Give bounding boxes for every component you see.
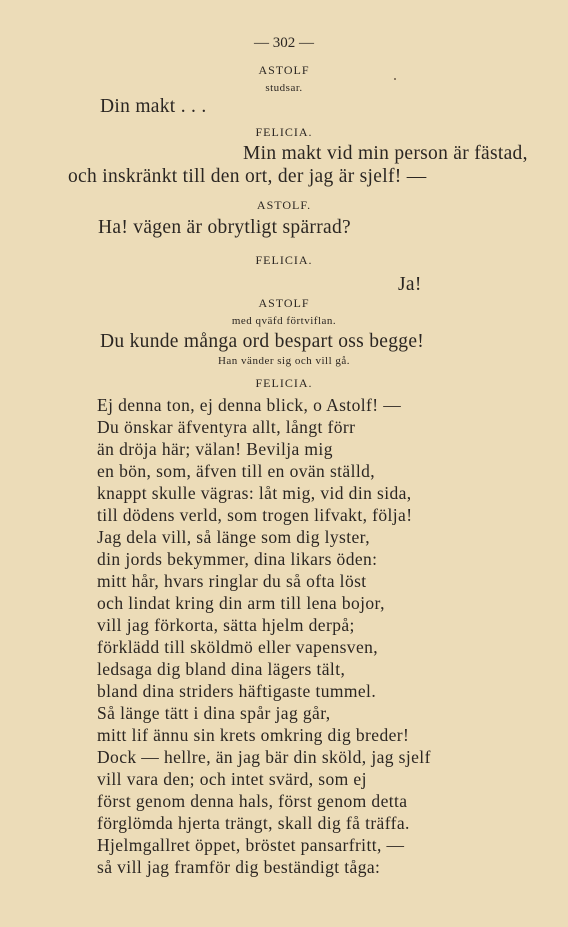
- verse-line: förklädd till sköldmö eller vapensven,: [97, 637, 379, 657]
- stage-direction: med qväfd förtviflan.: [231, 315, 337, 327]
- verse-line: Hjelmgallret öppet, bröstet pansarfritt, —: [97, 835, 405, 855]
- verse-line: först genom denna hals, först genom detta: [97, 791, 408, 811]
- speaker-felicia: FELICIA.: [255, 376, 313, 390]
- verse-line: till dödens verld, som trogen lifvakt, följa!: [97, 505, 413, 525]
- verse-line: Du önskar äfventyra allt, långt förr: [97, 417, 356, 437]
- dialogue-line: Din makt . . .: [100, 96, 207, 117]
- verse-line: än dröja här; välan! Bevilja mig: [97, 439, 333, 459]
- dialogue-line: Du kunde många ord bespart oss begge!: [100, 331, 425, 352]
- verse-line: och lindat kring din arm till lena bojor,: [97, 593, 385, 613]
- stage-direction: studsar.: [265, 82, 303, 94]
- verse-line: ledsaga dig bland dina lägers tält,: [97, 659, 346, 679]
- verse-line: så vill jag framför dig beständigt tåga:: [97, 857, 381, 877]
- verse-line: Dock — hellre, än jag bär din sköld, jag sjelf: [97, 747, 431, 767]
- verse-line: Så länge tätt i dina spår jag går,: [97, 703, 331, 723]
- speaker-felicia: FELICIA.: [255, 125, 313, 139]
- dialogue-line: Min makt vid min person är fästad,: [243, 143, 528, 164]
- verse-line: Jag dela vill, så länge som dig lyster,: [97, 527, 370, 547]
- verse-line: knappt skulle vägras: låt mig, vid din sida,: [97, 483, 412, 503]
- speaker-felicia: FELICIA.: [255, 253, 313, 267]
- verse-line: förglömda hjerta trängt, skall dig få träffa.: [97, 813, 410, 833]
- dialogue-line: Ha! vägen är obrytligt spärrad?: [98, 217, 351, 238]
- verse-line: vill vara den; och intet svärd, som ej: [97, 769, 367, 789]
- page-number: — 302 —: [254, 35, 314, 51]
- speaker-astolf: ASTOLF.: [256, 198, 312, 212]
- speaker-astolf: ASTOLF: [258, 63, 310, 77]
- ink-speck: [394, 78, 396, 80]
- verse-line: din jords bekymmer, dina likars öden:: [97, 549, 378, 569]
- speaker-astolf: ASTOLF: [258, 296, 310, 310]
- verse-line: vill jag förkorta, sätta hjelm derpå;: [97, 615, 355, 635]
- stage-direction: Han vänder sig och vill gå.: [217, 355, 351, 367]
- verse-line: bland dina striders häftigaste tummel.: [97, 681, 377, 701]
- dialogue-line: och inskränkt till den ort, der jag är sjelf! —: [68, 166, 427, 187]
- verse-line: mitt hår, hvars ringlar du så ofta löst: [97, 571, 367, 591]
- verse-line: mitt lif ännu sin krets omkring dig breder!: [97, 725, 410, 745]
- dialogue-line: Ja!: [398, 274, 422, 295]
- verse-line: Ej denna ton, ej denna blick, o Astolf! —: [97, 395, 402, 415]
- verse-line: en bön, som, äfven till en ovän ställd,: [97, 461, 376, 481]
